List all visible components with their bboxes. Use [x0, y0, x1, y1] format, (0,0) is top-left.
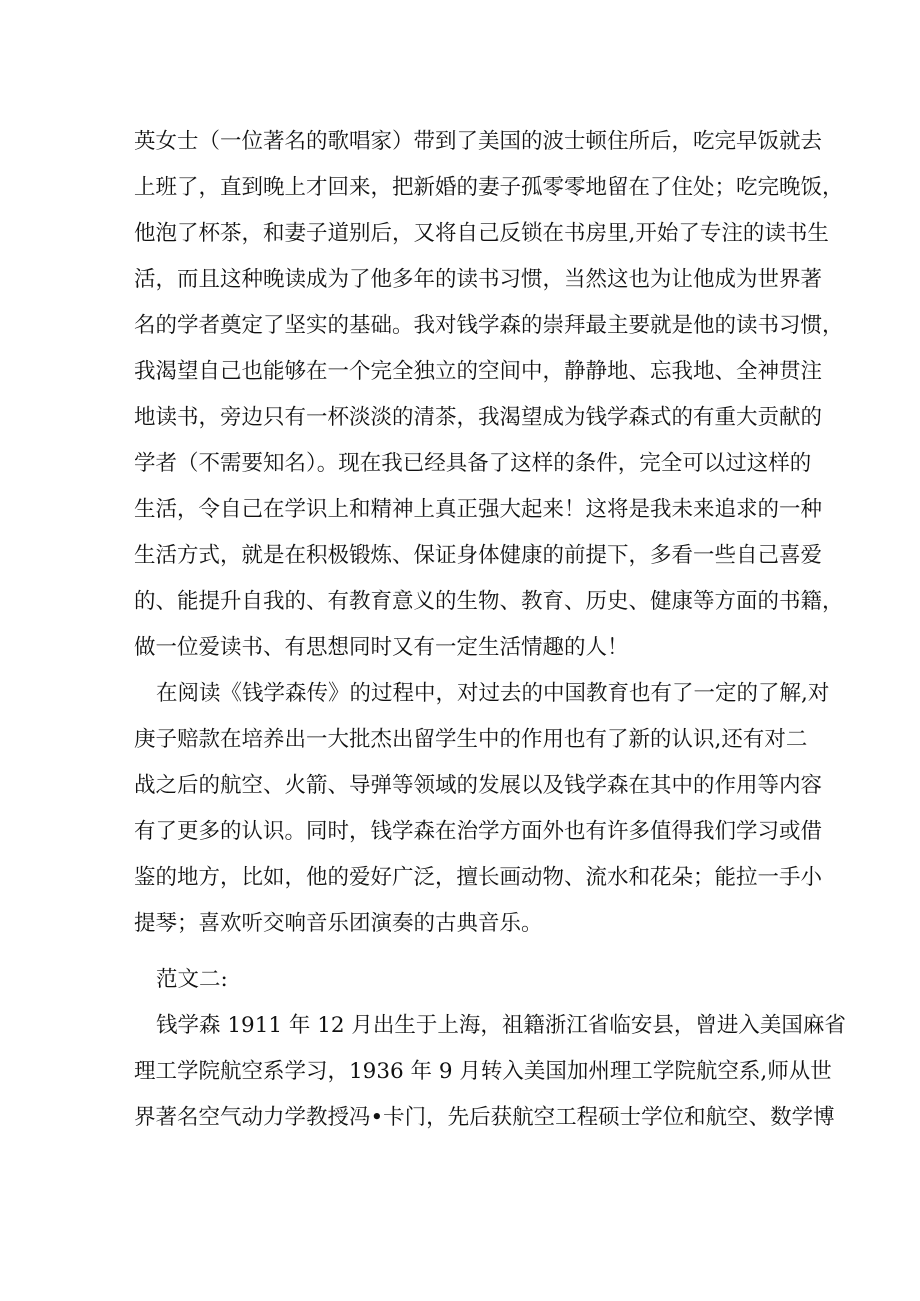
text-line: 英女士（一位著名的歌唱家）带到了美国的波士顿住所后，吃完早饭就去: [134, 129, 823, 154]
text-line: 地读书，旁边只有一杯淡淡的清茶，我渴望成为钱学森式的有重大贡献的: [134, 405, 823, 430]
text-line: 庚子赔款在培养出一大批杰出留学生中的作用也有了新的认识,还有对二: [134, 727, 808, 752]
paragraph-reading-habit: [134, 119, 844, 671]
text-line: 生活，令自己在学识上和精神上真正强大起来！这将是我未来追求的一种: [134, 497, 823, 522]
text-line: 我渴望自己也能够在一个完全独立的空间中，静静地、忘我地、全神贯注: [134, 359, 823, 384]
document-body: [134, 119, 846, 1141]
text-line: 上班了，直到晚上才回来，把新婚的妻子孤零零地留在了住处；吃完晚饭，: [134, 175, 844, 200]
text-line: 生活方式，就是在积极锻炼、保证身体健康的前提下，多看一些自己喜爱: [134, 543, 823, 568]
text-line: 钱学森 1911 年 12 月出生于上海，祖籍浙江省临安县，曾进入美国麻省: [156, 1013, 846, 1038]
text-line: 战之后的航空、火箭、导弹等领域的发展以及钱学森在其中的作用等内容: [134, 773, 823, 798]
text-line: 他泡了杯茶，和妻子道别后，又将自己反锁在书房里,开始了专注的读书生: [134, 221, 829, 246]
text-line: 界著名空气动力学教授冯•卡门，先后获航空工程硕士学位和航空、数学博: [134, 1105, 835, 1130]
text-line: 活，而且这种晚读成为了他多年的读书习惯，当然这也为让他成为世界著: [134, 267, 823, 292]
text-line: 提琴；喜欢听交响音乐团演奏的古典音乐。: [134, 911, 543, 936]
text-line: 有了更多的认识。同时，钱学森在治学方面外也有许多值得我们学习或借: [134, 819, 823, 844]
text-line: 做一位爱读书、有思想同时又有一定生活情趣的人！: [134, 635, 629, 660]
paragraph-biography-reading: [134, 671, 830, 947]
text-line: 学者（不需要知名）。现在我已经具备了这样的条件，完全可以过这样的: [134, 451, 812, 476]
section-heading: 范文二:: [156, 967, 228, 992]
text-line: 在阅读《钱学森传》的过程中，对过去的中国教育也有了一定的了解,对: [156, 681, 830, 706]
text-line: 的、能提升自我的、有教育意义的生物、教育、历史、健康等方面的书籍，: [134, 589, 844, 614]
paragraph-biography-intro: [134, 1003, 846, 1141]
text-line: 理工学院航空系学习，1936 年 9 月转入美国加州理工学院航空系,师从世: [134, 1059, 832, 1084]
text-line: 名的学者奠定了坚实的基础。我对钱学森的崇拜最主要就是他的读书习惯，: [134, 313, 844, 338]
paragraph-gap: [134, 947, 794, 957]
text-line: 鉴的地方，比如，他的爱好广泛，擅长画动物、流水和花朵；能拉一手小: [134, 865, 823, 890]
